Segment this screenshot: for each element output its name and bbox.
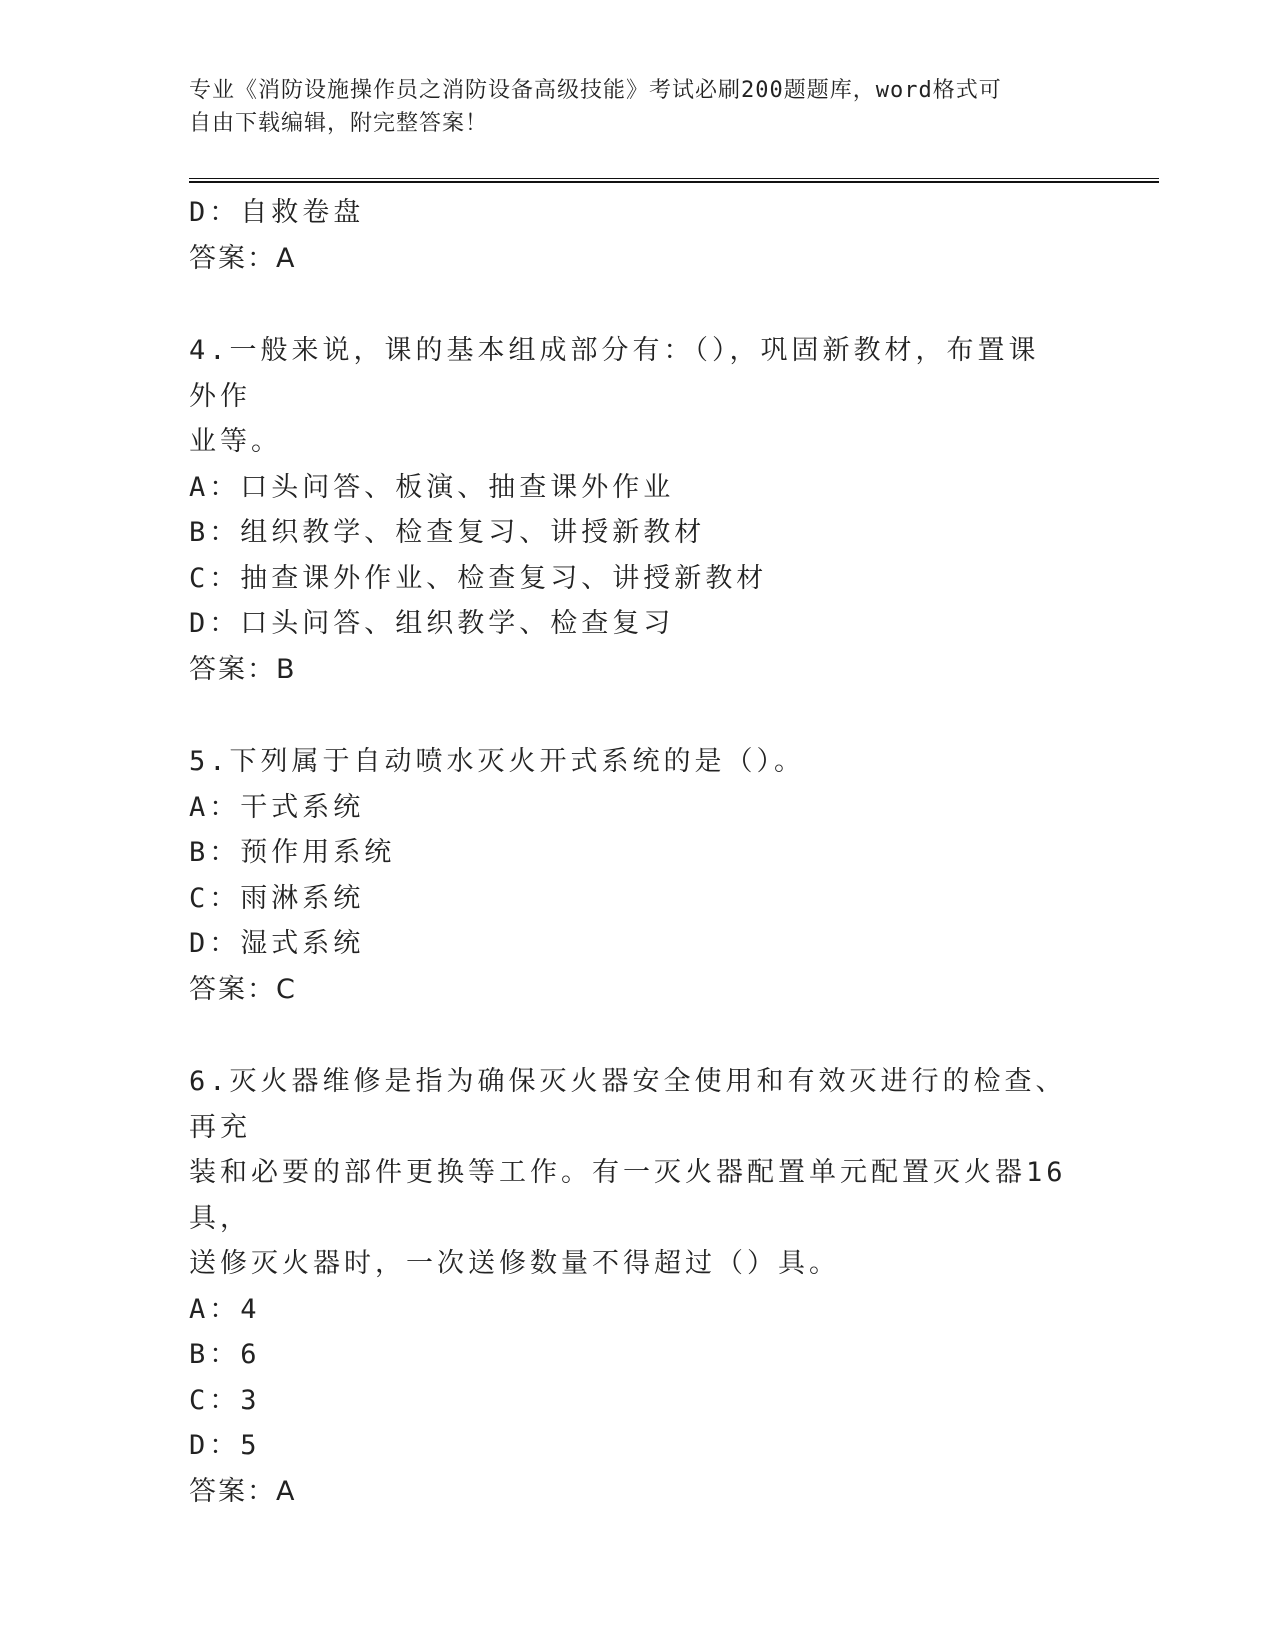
answer-line: 答案：A bbox=[189, 1475, 297, 1507]
spacer bbox=[189, 692, 1069, 739]
header-divider-thin bbox=[189, 178, 1159, 179]
question-block-6 bbox=[189, 1059, 1069, 1514]
option-a: A：口头问答、板演、抽查课外作业 bbox=[189, 471, 675, 503]
answer-line: 答案：C bbox=[189, 973, 297, 1005]
question-stem: 5.下列属于自动喷水灭火开式系统的是（）。 bbox=[189, 746, 806, 777]
option-c: C：3 bbox=[189, 1384, 261, 1416]
option-c: C：抽查课外作业、检查复习、讲授新教材 bbox=[189, 562, 768, 594]
question-block-5 bbox=[189, 739, 1069, 1012]
question-stem: 4.一般来说，课的基本组成部分有：（），巩固新教材，布置课外作 bbox=[189, 335, 1040, 412]
option-d: D：口头问答、组织教学、检查复习 bbox=[189, 608, 675, 639]
spacer bbox=[189, 281, 1069, 328]
question-stem: 装和必要的部件更换等工作。有一灭火器配置单元配置灭火器16具， bbox=[189, 1157, 1067, 1234]
option-b: B：组织教学、检查复习、讲授新教材 bbox=[189, 517, 706, 548]
answer-line: 答案：A bbox=[189, 242, 297, 274]
question-stem: 送修灭火器时，一次送修数量不得超过（）具。 bbox=[189, 1248, 840, 1279]
header-divider-thick bbox=[189, 181, 1159, 183]
option-a: A：4 bbox=[189, 1293, 261, 1325]
question-stem: 业等。 bbox=[189, 426, 282, 457]
option-b: B：预作用系统 bbox=[189, 837, 396, 868]
header-title-line-2: 自由下载编辑，附完整答案！ bbox=[189, 111, 489, 136]
document-header bbox=[189, 74, 1069, 140]
question-block-prev bbox=[189, 190, 1069, 281]
question-stem: 6.灭火器维修是指为确保灭火器安全使用和有效灭进行的检查、再充 bbox=[189, 1066, 1067, 1143]
option-d: D：湿式系统 bbox=[189, 928, 365, 959]
spacer bbox=[189, 1012, 1069, 1059]
option-d: D：自救卷盘 bbox=[189, 197, 365, 228]
option-c: C：雨淋系统 bbox=[189, 882, 365, 914]
header-title-line-1: 专业《消防设施操作员之消防设备高级技能》考试必刷200题题库，word格式可 bbox=[189, 78, 1002, 103]
option-b: B：6 bbox=[189, 1339, 261, 1370]
option-d: D：5 bbox=[189, 1430, 261, 1461]
question-list bbox=[189, 190, 1069, 1514]
answer-line: 答案：B bbox=[189, 653, 297, 685]
question-block-4 bbox=[189, 328, 1069, 692]
option-a: A：干式系统 bbox=[189, 791, 365, 823]
